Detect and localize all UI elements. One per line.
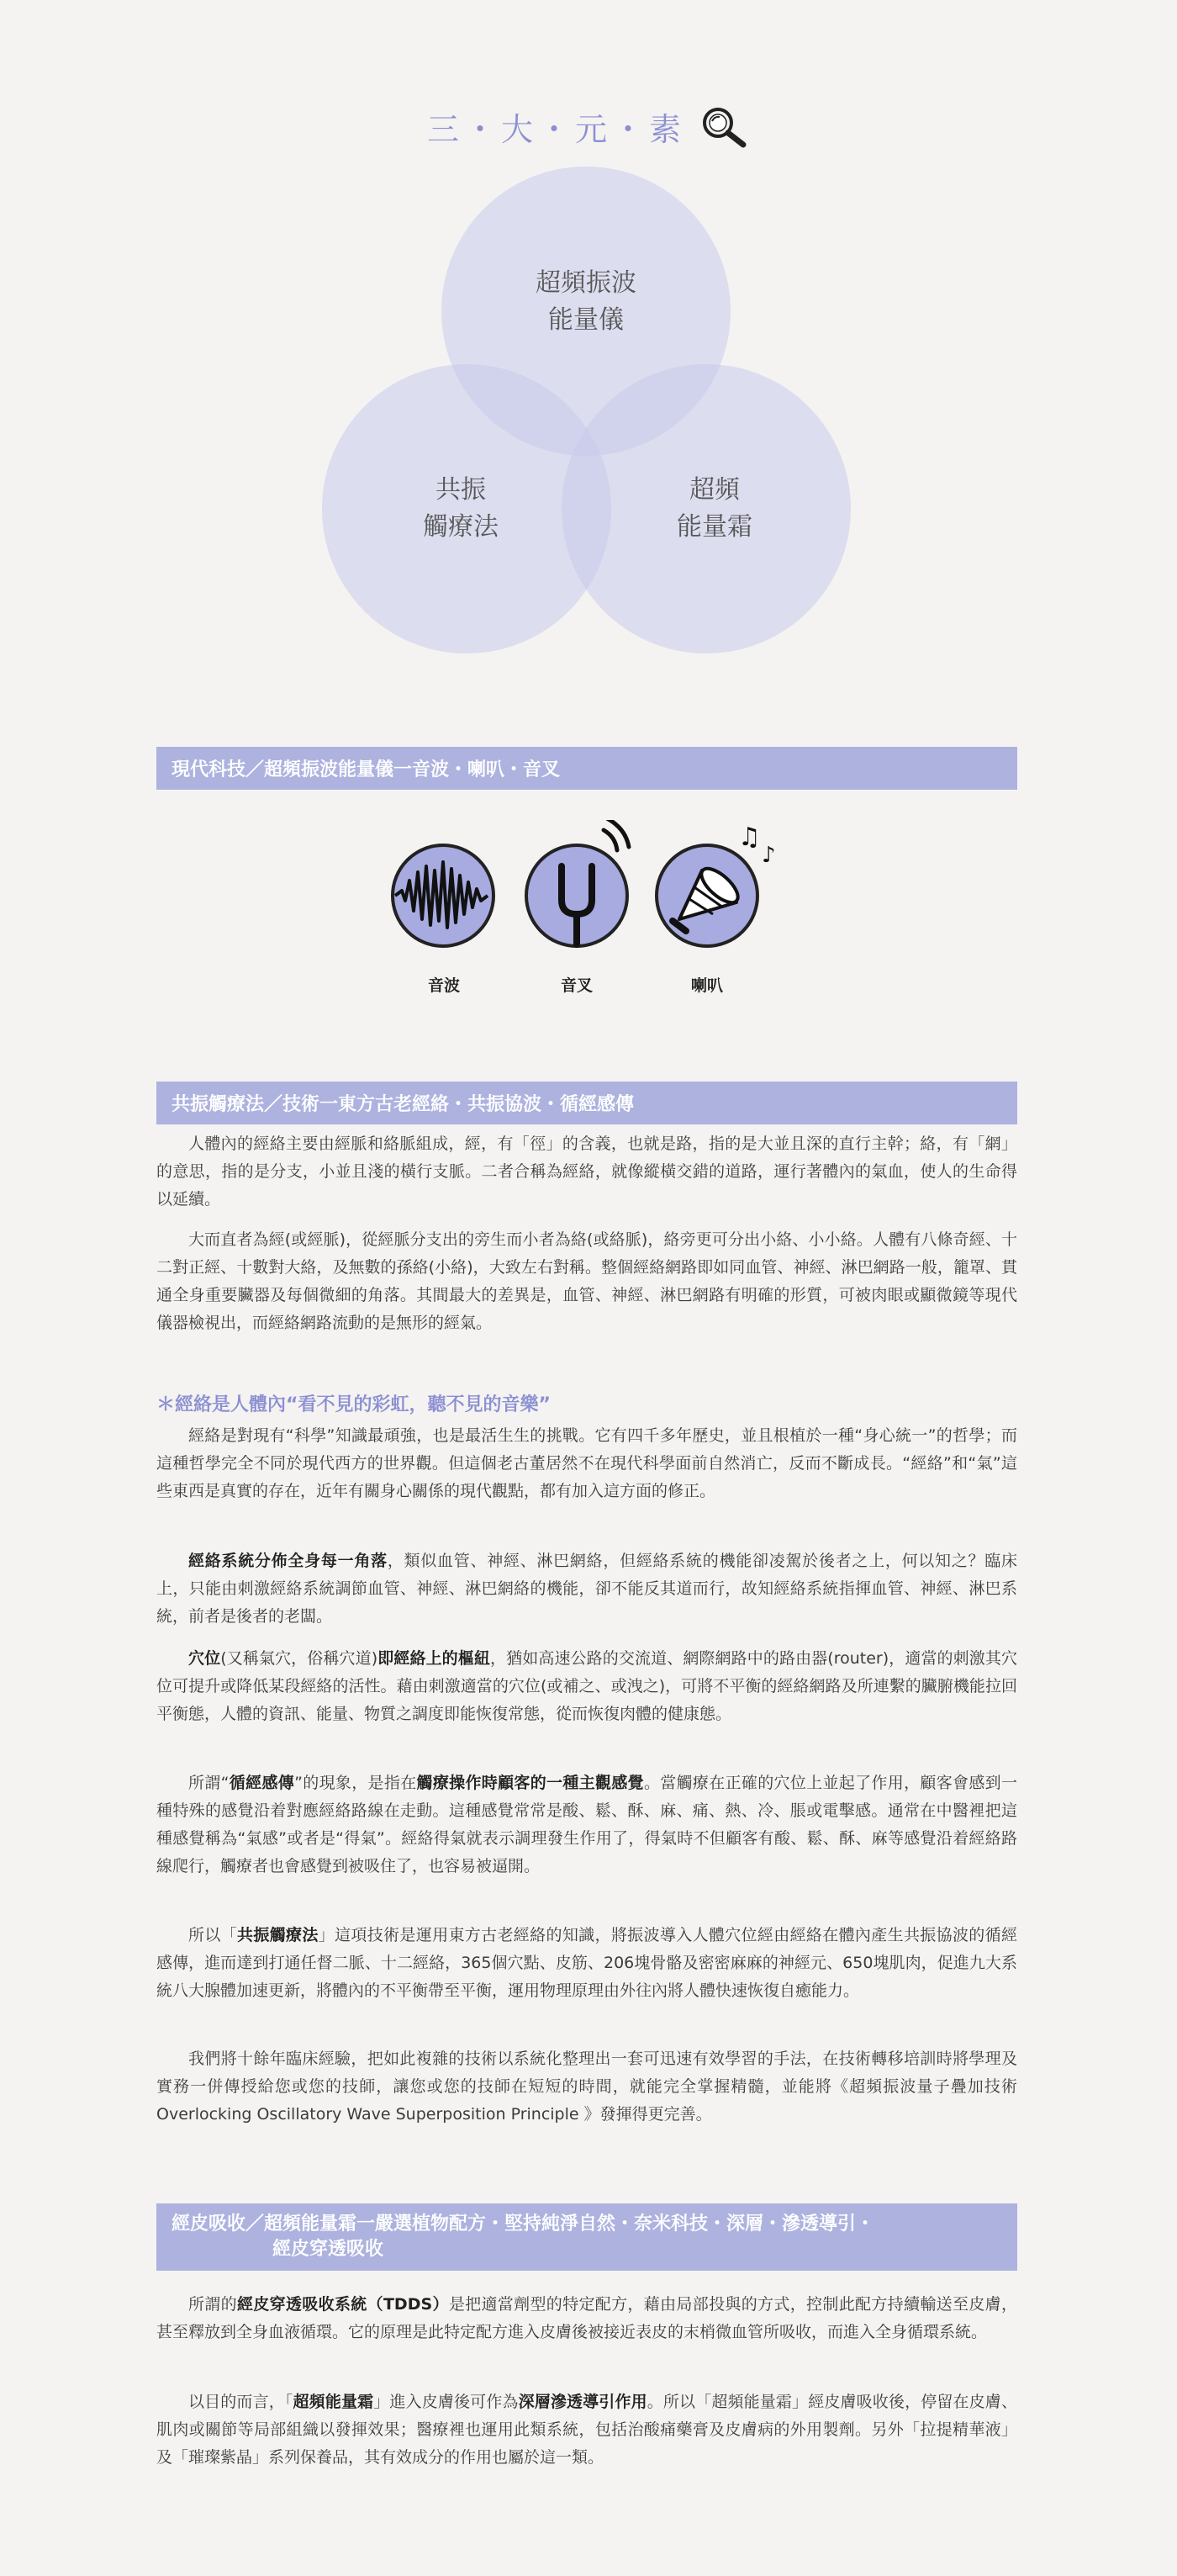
text-acupoint-alias: (又稱氣穴，俗稱穴道)	[220, 1649, 378, 1668]
venn-label-top-line1: 超頻振波	[536, 268, 636, 298]
text-sensation: 。當觸療在正確的穴位上並起了作用，顧客會感到一種特殊的感覺沿着對應經絡路線在走動。這種感覺常常是酸、鬆、酥、麻、痛、熱、冷、脹或電擊感。通常在中醫裡把這種感覺稱為“氣感”或者是“得氣”。經絡得氣就表示調理發生作用了，得氣時不但顧客有酸、鬆、酥、麻等感覺沿着經絡路線爬行，觸療者也會感覺到被吸住了，也容易被逼開。	[156, 1774, 1017, 1875]
section-bar-transdermal-line1: 經皮吸收／超頻能量霜一嚴選植物配方・堅持純淨自然・奈米科技・深層・滲透導引・	[172, 2214, 875, 2235]
bold-sensation: 循經感傳	[229, 1774, 295, 1792]
bold-deep-penetration: 深層滲透導引作用	[518, 2393, 647, 2411]
text-tdds: 是把適當劑型的特定配方，藉由局部投與的方式，控制此配方持續輸送至皮膚，甚至釋放到全身血液循環。它的原理是此特定配方進入皮膚後被接近表皮的末梢微血管所吸收，而進入全身循環系統。	[156, 2295, 1017, 2341]
magnifier-icon	[698, 104, 750, 148]
label-tuning-fork: 音叉	[560, 976, 593, 995]
text-cream-b: 」進入皮膚後可作為	[373, 2393, 519, 2411]
text-meridian-system: ，類似血管、神經、淋巴網絡，但經絡系統的機能卻凌駕於後者之上，何以知之？臨床上，只能由刺激經絡系統調節血管、神經、淋巴網絡的機能，卻不能反其道而行，故知經絡系統指揮血管、神經、淋巴系統，前者是後者的老闆。	[156, 1552, 1017, 1626]
paragraph-meridian-intro: 人體內的經絡主要由經脈和絡脈組成，經，有「徑」的含義，也就是路，指的是大並且深的直行主幹；絡，有「網」的意思，指的是分支，小並且淺的橫行支脈。二者合稱為經絡，就像縱橫交錯的道路，運行著體內的氣血，使人的生命得以延續。	[156, 1135, 1017, 1209]
sound-wave-icon	[393, 845, 493, 946]
text-cream: 。所以「超頻能量霜」經皮膚吸收後，停留在皮膚、肌肉或關節等局部組織以發揮效果；醫療裡也運用此類系統，包括治酸痛藥膏及皮膚病的外用製劑。另外「拉提精華液」及「璀璨紫晶」系列保養品，其有效成分的作用也屬於這一類。	[156, 2393, 1017, 2467]
venn-label-right	[631, 472, 799, 546]
paragraph-tdds	[156, 2291, 1017, 2346]
section-bar-transdermal	[156, 2203, 1017, 2271]
paragraph-meridian-system	[156, 1547, 1017, 1631]
paragraph-energy-cream	[156, 2388, 1017, 2472]
text-sensation-b: ”的現象，是指在	[294, 1774, 417, 1792]
page-title: 三・大・元・素	[426, 110, 686, 148]
venn-label-left-line1: 共振	[435, 475, 486, 505]
venn-label-right-line2: 能量霜	[677, 512, 752, 542]
horn-icon	[657, 823, 776, 946]
label-sound-wave: 音波	[427, 976, 460, 995]
bold-acupoint: 穴位	[188, 1649, 221, 1668]
text-resonance: 」這項技術是運用東方古老經絡的知識，將振波導入人體穴位經由經絡在體內產生共振協波的循經感傳，進而達到打通任督二脈、十二經絡，365個穴點、皮筋、206塊骨骼及密密麻麻的神經元、650塊肌肉，促進九大系統八大腺體加速更新，將體內的不平衡帶至平衡，運用物理原理由外往內將人體快速恢復自癒能力。	[156, 1926, 1017, 2000]
tuning-fork-icon	[526, 820, 629, 946]
text-cream-a: 以目的而言，「	[188, 2393, 293, 2411]
venn-label-right-line1: 超頻	[689, 475, 740, 505]
paragraph-resonance-technique	[156, 1922, 1017, 2005]
bold-energy-cream: 超頻能量霜	[293, 2393, 374, 2411]
venn-label-top-line2: 能量儀	[548, 305, 624, 335]
text-resonance-a: 所以「	[188, 1926, 238, 1944]
venn-label-top	[502, 265, 670, 339]
paragraph-meridian-science: 經絡是對現有“科學”知識最頑強，也是最活生生的挑戰。它有四千多年歷史，並且根植於一種“身心統一”的哲學；而這種哲學完全不同於現代西方的世界觀。但這個老古董居然不在現代科學面前自然消亡，反而不斷成長。“經絡”和“氣”這些東西是真實的存在，近年有關身心關係的現代觀點，都有加入這方面的修正。	[156, 1426, 1017, 1500]
paragraph-meridian-structure: 大而直者為經(或經脈)，從經脈分支出的旁生而小者為絡(或絡脈)，絡旁更可分出小絡、小小絡。人體有八條奇經、十二對正經、十數對大絡，及無數的孫絡(小絡)，大致左右對稱。整個經絡網路即如同血管、神經、淋巴網路一般，籠罩、貫通全身重要臟器及每個微細的角落。其間最大的差異是，血管、神經、淋巴網路有明確的形質，可被肉眼或顯微鏡等現代儀器檢視出，而經絡網路流動的是無形的經氣。	[156, 1230, 1017, 1332]
title-row	[0, 101, 1177, 151]
bold-acupoint-hub: 即經絡上的樞紐	[377, 1649, 491, 1668]
venn-diagram	[0, 164, 1177, 669]
text-acupoint: ，猶如高速公路的交流道、網際網路中的路由器(router)，適當的刺激其穴位可提升或降低某段經絡的活性。藉由刺激適當的穴位(或補之、或洩之)，可將不平衡的經絡網路及所連繫的臟腑機能拉回平衡態，人體的資訊、能量、物質之調度即能恢復常態，從而恢復肉體的健康態。	[156, 1649, 1017, 1723]
venn-label-left	[377, 472, 545, 546]
paragraph-training: 我們將十餘年臨床經驗，把如此複雜的技術以系統化整理出一套可迅速有效學習的手法，在技術轉移培訓時將學理及實務一併傳授給您或您的技師，讓您或您的技師在短短的時間，就能完全掌握精髓，並能將《超頻振波量子疊加技術 Overlocking Oscillatory Wave Superposition Principle 》發揮得更完善。	[156, 2050, 1017, 2124]
subheading-meridian-rainbow: ＊經絡是人體內“看不見的彩虹，聽不見的音樂”	[156, 1394, 551, 1415]
section-bar-technology: 現代科技／超頻振波能量儀一音波・喇叭・音叉	[156, 747, 1017, 790]
bold-tdds: 經皮穿透吸收系統（TDDS）	[237, 2295, 449, 2314]
bold-meridian-distribution: 經絡系統分佈全身每一角落	[188, 1552, 388, 1570]
label-horn: 喇叭	[690, 976, 723, 995]
venn-label-left-line2: 觸療法	[423, 512, 499, 542]
paragraph-acupoint	[156, 1645, 1017, 1728]
svg-text:♫: ♫	[738, 823, 761, 852]
bold-resonance-technique: 共振觸療法	[237, 1926, 319, 1944]
bold-subjective-feeling: 觸療操作時顧客的一種主觀感覺	[416, 1774, 644, 1792]
paragraph-meridian-sensation	[156, 1769, 1017, 1880]
section-bar-transdermal-line2: 經皮穿透吸收	[272, 2239, 384, 2260]
section-bar-touch-therapy: 共振觸療法／技術一東方古老經絡・共振協波・循經感傳	[156, 1082, 1017, 1124]
text-sensation-a: 所謂“	[188, 1774, 230, 1792]
svg-text:♪: ♪	[762, 843, 776, 868]
text-tdds-a: 所謂的	[188, 2295, 237, 2314]
